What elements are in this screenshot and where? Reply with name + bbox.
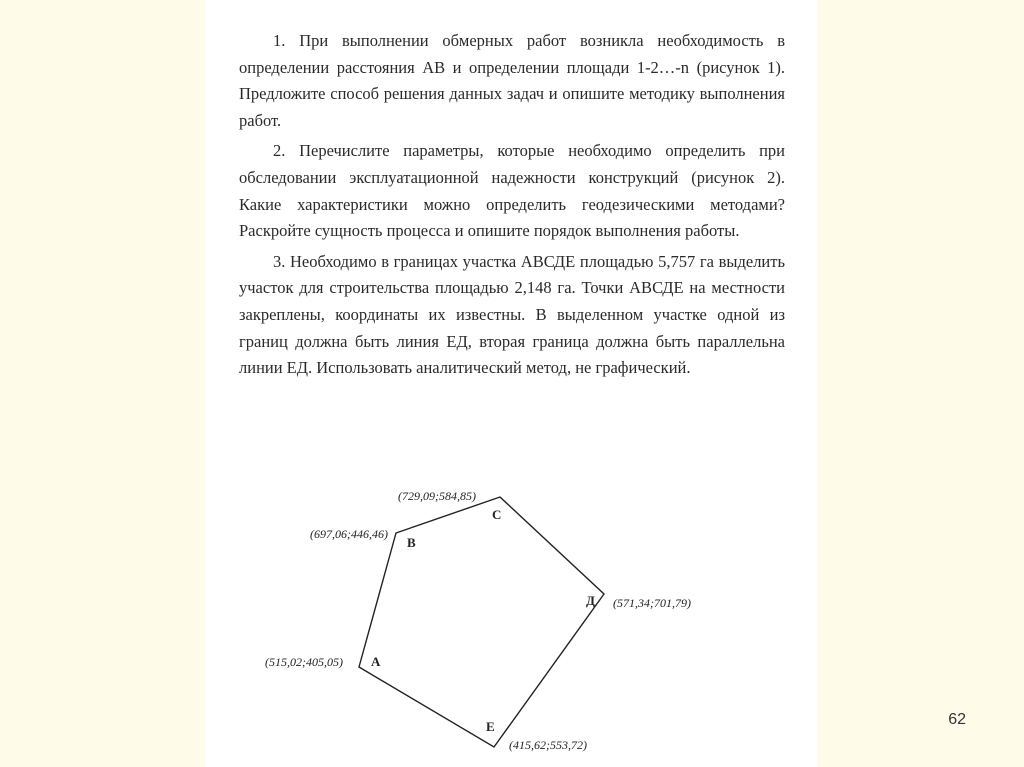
vertex-e-coord: (415,62;553,72): [509, 738, 587, 752]
task-1-paragraph: 1. При выполнении обмерных работ возникла необходимость в определении расстояния AB и определении площади 1-2…-n (рисунок 1). Предложите способ решения данных задач и опишите методику выполнения работ.: [239, 31, 785, 130]
task-3-paragraph: 3. Необходимо в границах участка АВСДЕ площадью 5,757 га выделить участок для строительства площадью 2,148 га. Точки АВСДЕ на местности закреплены, координаты их известны. В выделенном участке одной из границ должна быть линия ЕД, вторая граница должна быть параллельна линии ЕД. Использовать аналитический метод, не графический.: [239, 251, 785, 378]
task-2-paragraph: 2. Перечислите параметры, которые необходимо определить при обследовании эксплуатационной надежности конструкций (рисунок 2). Какие характеристики можно определить геодезическими методами? Раскройте сущность процесса и опишите порядок выполнения работы.: [239, 141, 785, 241]
vertex-c-coord: (729,09;584,85): [398, 489, 476, 503]
vertex-e-label: E: [486, 719, 495, 734]
vertex-b-coord: (697,06;446,46): [310, 527, 388, 541]
vertex-d-label: Д: [586, 593, 595, 608]
vertex-a-label: A: [371, 654, 381, 669]
vertex-b-label: B: [407, 535, 416, 550]
vertex-d-coord: (571,34;701,79): [613, 596, 691, 610]
page-number: 62: [948, 711, 966, 728]
plot-boundary-polygon: [359, 497, 604, 747]
vertex-c-label: C: [492, 507, 502, 522]
vertex-a-coord: (515,02;405,05): [265, 655, 343, 669]
